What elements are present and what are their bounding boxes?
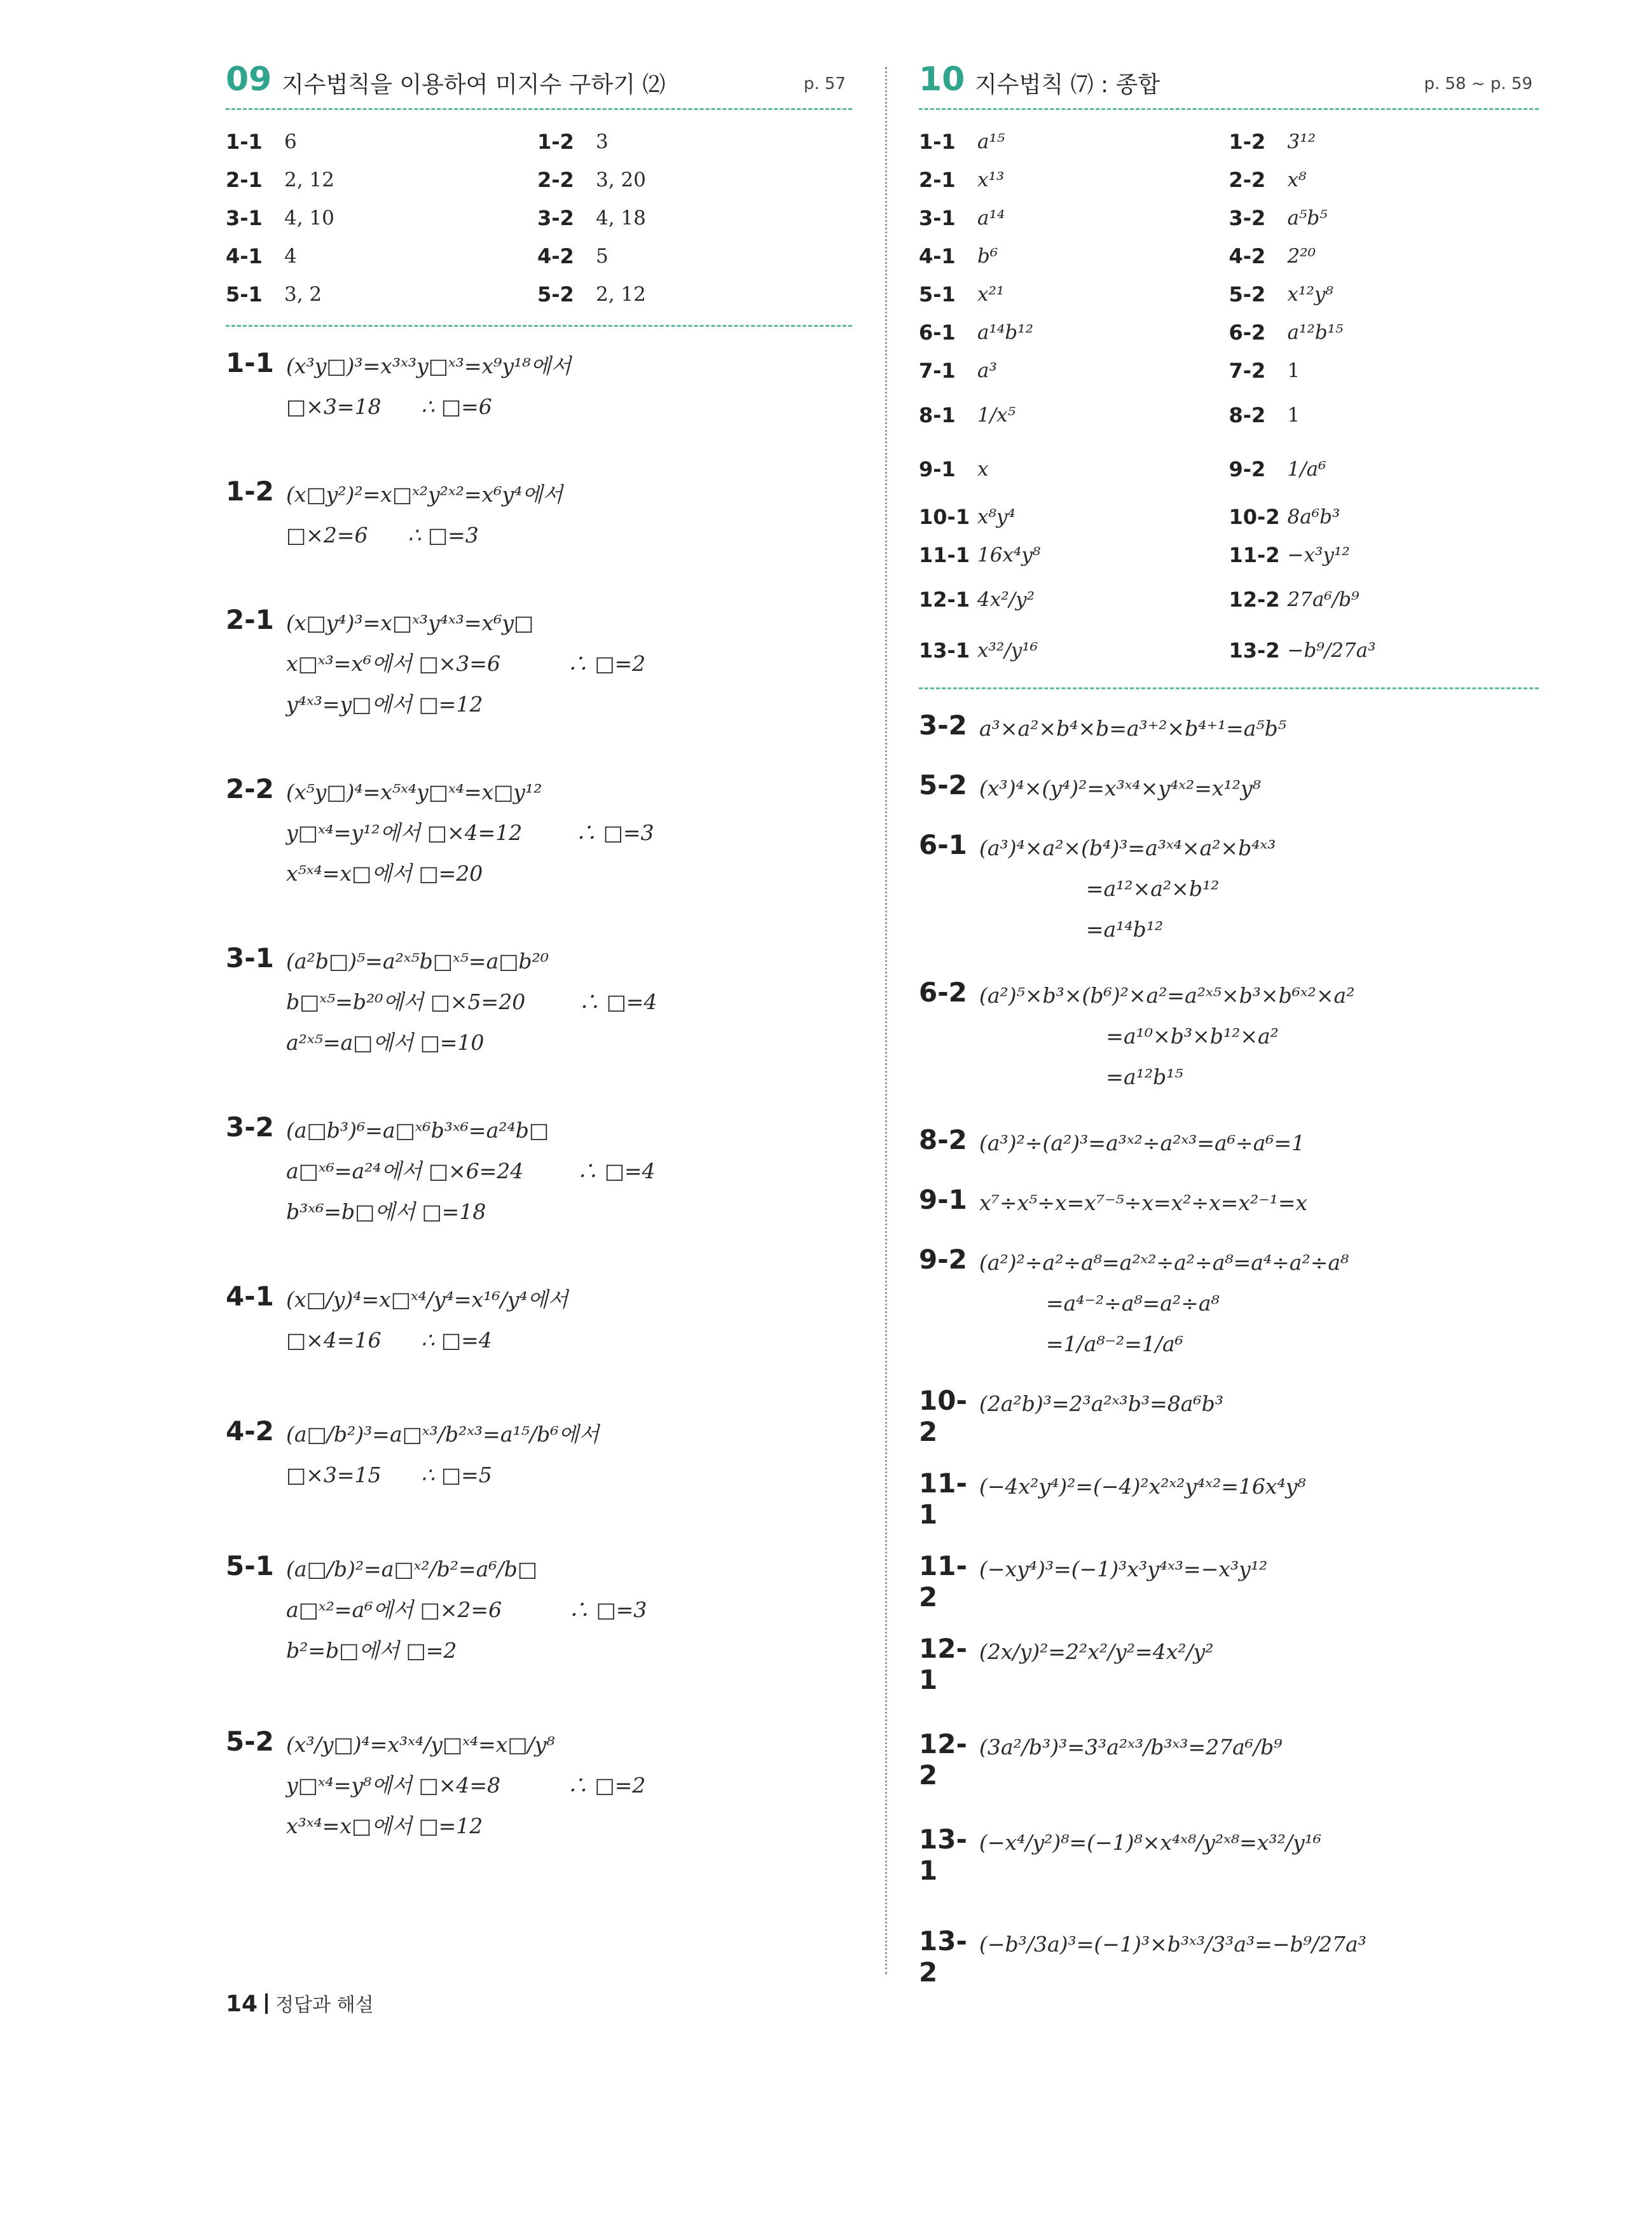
answer-grid (226, 110, 852, 325)
answer-value: −b⁹/27a³ (1287, 639, 1376, 662)
section-title: 지수법칙을 이용하여 미지수 구하기 ⑵ (282, 72, 666, 98)
answer-value: a¹⁴ (977, 207, 1005, 230)
answer-row (226, 161, 852, 199)
answer-item (1229, 543, 1539, 567)
answer-grid (919, 110, 1539, 687)
solution-steps (286, 1414, 852, 1496)
solution-line: □×3=18 ∴ □=6 (286, 394, 492, 419)
answer-row (919, 275, 1539, 313)
answer-value: x (977, 458, 989, 481)
solution-line: y□ˣ⁴=y¹²에서 □×4=12 ∴ □=3 (286, 820, 654, 845)
answer-label: 5-2 (537, 282, 574, 306)
answer-value: 6 (284, 130, 297, 153)
answer-label: 10-2 (1229, 505, 1280, 529)
solution-label: 9-1 (919, 1184, 967, 1215)
solution-block (919, 828, 1539, 950)
solution-label: 10-2 (919, 1385, 967, 1447)
answer-row (226, 237, 852, 275)
answer-value: 1 (1287, 359, 1300, 382)
answer-value: 5 (596, 245, 609, 268)
answer-row (919, 441, 1539, 498)
solution-line: (3a²/b³)³=3³a²ˣ³/b³ˣ³=27a⁶/b⁹ (979, 1735, 1283, 1759)
answer-row (919, 498, 1539, 536)
answer-item (1229, 638, 1539, 663)
section-header (226, 60, 852, 108)
solution-steps (286, 603, 852, 725)
solution-block (919, 1632, 1539, 1695)
solution-line: (a□b³)⁶=a□ˣ⁶b³ˣ⁶=a²⁴b□ (286, 1118, 549, 1143)
answer-value: x¹³ (977, 169, 1005, 191)
answer-item (1229, 168, 1539, 192)
solution-line: □×3=15 ∴ □=5 (286, 1463, 492, 1487)
answer-value: −x³y¹² (1287, 544, 1350, 567)
solution-block (919, 1384, 1539, 1447)
answer-label: 2-2 (537, 168, 574, 192)
answer-item (537, 244, 849, 268)
solution-block (919, 1549, 1539, 1613)
solution-block (919, 1183, 1539, 1223)
solution-line: (−4x²y⁴)²=(−4)²x²ˣ²y⁴ˣ²=16x⁴y⁸ (979, 1474, 1306, 1499)
solution-block (919, 1242, 1539, 1365)
answer-value: x⁸y⁴ (977, 506, 1015, 528)
solution-steps (979, 1924, 1539, 1988)
answer-label: 5-1 (226, 282, 263, 306)
section-header (919, 60, 1539, 108)
solution-steps (979, 975, 1539, 1098)
answer-label: 7-2 (1229, 359, 1266, 383)
solution-line: b²=b□에서 □=2 (286, 1638, 457, 1663)
answer-label: 13-1 (919, 638, 970, 663)
answer-label: 5-1 (919, 282, 956, 306)
solution-line: (a²)²÷a²÷a⁸=a²ˣ²÷a²÷a⁸=a⁴÷a²÷a⁸ (979, 1250, 1349, 1275)
section-10 (919, 60, 1539, 1988)
solution-steps (979, 1632, 1539, 1695)
footer-text: 정답과 해설 (275, 1994, 374, 2016)
solution-block (226, 1279, 852, 1361)
answer-value: 27a⁶/b⁹ (1287, 588, 1359, 611)
page-footer (226, 1989, 374, 2017)
answer-label: 6-2 (1229, 320, 1266, 345)
answer-label: 12-1 (919, 588, 970, 612)
answer-item (1229, 282, 1539, 306)
answer-value: x³²/y¹⁶ (977, 639, 1038, 662)
solution-block (226, 1724, 852, 1847)
solution-label: 1-2 (226, 476, 274, 507)
answer-value: 16x⁴y⁸ (977, 544, 1041, 567)
solution-line: =a¹⁴b¹² (979, 917, 1164, 942)
solution-line: =a¹²b¹⁵ (979, 1064, 1183, 1089)
solution-line: (2x/y)²=2²x²/y²=4x²/y² (979, 1639, 1214, 1664)
answer-label: 8-2 (1229, 403, 1266, 427)
solution-steps (286, 1110, 852, 1232)
answer-item (226, 282, 537, 306)
solution-line: (−xy⁴)³=(−1)³x³y⁴ˣ³=−x³y¹² (979, 1557, 1268, 1581)
page-reference: p. 57 (803, 74, 846, 93)
answer-item (1229, 359, 1539, 383)
answer-item (919, 168, 1229, 192)
solution-line: =a¹⁰×b³×b¹²×a² (979, 1024, 1279, 1049)
solution-steps (286, 941, 852, 1063)
answer-value: a¹⁵ (977, 130, 1005, 153)
solution-block (226, 1549, 852, 1671)
solution-steps (286, 474, 852, 556)
answer-item (1229, 320, 1539, 345)
answer-item (919, 638, 1229, 663)
solution-block (226, 772, 852, 894)
answer-item (226, 168, 537, 192)
solution-line: a³×a²×b⁴×b=a³⁺²×b⁴⁺¹=a⁵b⁵ (979, 716, 1286, 741)
answer-label: 3-2 (1229, 206, 1266, 230)
solution-line: □×2=6 ∴ □=3 (286, 523, 479, 547)
answer-value: b⁶ (977, 245, 998, 268)
answer-value: 2²⁰ (1287, 245, 1316, 268)
answer-item (226, 244, 537, 268)
answer-label: 1-2 (1229, 130, 1266, 154)
answer-item (919, 588, 1229, 612)
solution-label: 4-1 (226, 1281, 274, 1312)
answer-value: a¹²b¹⁵ (1287, 321, 1344, 344)
answer-label: 13-2 (1229, 638, 1280, 663)
answer-row (919, 161, 1539, 199)
solution-line: =a⁴⁻²÷a⁸=a²÷a⁸ (979, 1291, 1220, 1316)
answer-item (919, 505, 1229, 529)
answer-item (1229, 457, 1539, 481)
solution-steps (286, 1549, 852, 1671)
answer-item (1229, 206, 1539, 230)
solution-label: 11-2 (919, 1550, 967, 1613)
answer-item (226, 206, 537, 230)
solution-line: (x³y□)³=x³ˣ³y□ˣ³=x⁹y¹⁸에서 (286, 354, 572, 378)
answer-value: 1/x⁵ (977, 404, 1016, 427)
answer-value: a¹⁴b¹² (977, 321, 1034, 344)
page-number: 14 (226, 1991, 258, 2017)
solution-line: =a¹²×a²×b¹² (979, 876, 1220, 901)
answer-label: 9-2 (1229, 457, 1266, 481)
answer-value: a⁵b⁵ (1287, 207, 1328, 230)
solution-block (919, 1727, 1539, 1791)
answer-row (919, 313, 1539, 352)
solution-block (919, 1123, 1539, 1164)
answer-value: x²¹ (977, 283, 1005, 306)
footer-separator (265, 1993, 268, 2014)
solution-line: (x□y²)²=x□ˣ²y²ˣ²=x⁶y⁴에서 (286, 482, 563, 507)
answer-row (919, 625, 1539, 676)
answer-item (1229, 588, 1539, 612)
solution-steps (286, 772, 852, 894)
solution-line: x□ˣ³=x⁶에서 □×3=6 ∴ □=2 (286, 651, 646, 676)
answer-label: 6-1 (919, 320, 956, 345)
answer-value: x⁸ (1287, 169, 1307, 191)
answer-label: 4-2 (537, 244, 574, 268)
solution-block (919, 768, 1539, 809)
answer-label: 2-1 (919, 168, 956, 192)
solution-steps (979, 1384, 1539, 1447)
solution-line: b³ˣ⁶=b□에서 □=18 (286, 1199, 486, 1224)
solution-block (919, 708, 1539, 749)
answer-label: 2-2 (1229, 168, 1266, 192)
solution-label: 6-1 (919, 829, 967, 860)
answer-value: 3, 20 (596, 169, 646, 191)
solution-line: (x³/y□)⁴=x³ˣ⁴/y□ˣ⁴=x□/y⁸ (286, 1732, 555, 1757)
answer-item (919, 282, 1229, 306)
answer-label: 8-1 (919, 403, 956, 427)
answer-item (537, 282, 849, 306)
answer-label: 1-1 (226, 130, 263, 154)
solution-steps (979, 708, 1539, 749)
answer-label: 1-2 (537, 130, 574, 154)
answer-value: a³ (977, 359, 997, 382)
answer-item (537, 130, 849, 154)
solution-line: x³ˣ⁴=x□에서 □=12 (286, 1814, 483, 1838)
answer-value: 8a⁶b³ (1287, 506, 1340, 528)
solution-label: 13-1 (919, 1824, 967, 1886)
answer-item (919, 244, 1229, 268)
section-number: 09 (226, 60, 272, 99)
column-divider (885, 67, 887, 1974)
answer-item (919, 403, 1229, 427)
solution-line: (x□/y)⁴=x□ˣ⁴/y⁴=x¹⁶/y⁴에서 (286, 1287, 568, 1312)
solution-label: 13-2 (919, 1925, 967, 1988)
solution-label: 12-2 (919, 1728, 967, 1791)
solution-line: x⁵ˣ⁴=x□에서 □=20 (286, 861, 483, 886)
answer-label: 3-2 (537, 206, 574, 230)
answer-row (919, 536, 1539, 574)
solution-label: 5-2 (919, 769, 967, 801)
solution-steps (979, 1242, 1539, 1365)
solution-line: (x³)⁴×(y⁴)²=x³ˣ⁴×y⁴ˣ²=x¹²y⁸ (979, 776, 1261, 801)
solution-steps (979, 1727, 1539, 1791)
answer-value: 2, 12 (284, 169, 334, 191)
solution-label: 4-2 (226, 1415, 274, 1447)
answer-value: x¹²y⁸ (1287, 283, 1333, 306)
solution-line: (a²b□)⁵=a²ˣ⁵b□ˣ⁵=a□b²⁰ (286, 949, 549, 974)
solution-line: =1/a⁸⁻²=1/a⁶ (979, 1332, 1183, 1356)
answer-item (919, 130, 1229, 154)
solution-label: 12-1 (919, 1633, 967, 1695)
solution-line: (a²)⁵×b³×(b⁶)²×a²=a²ˣ⁵×b³×b⁶ˣ²×a² (979, 983, 1355, 1008)
solution-block (226, 1414, 852, 1496)
solution-steps (979, 1466, 1539, 1530)
answer-value: 4, 18 (596, 207, 646, 230)
solution-line: a□ˣ⁶=a²⁴에서 □×6=24 ∴ □=4 (286, 1159, 656, 1183)
answer-row (919, 199, 1539, 237)
answer-item (1229, 505, 1539, 529)
answer-item (1229, 403, 1539, 427)
answer-label: 4-1 (919, 244, 956, 268)
answer-item (226, 130, 537, 154)
answer-label: 9-1 (919, 457, 956, 481)
solution-steps (979, 1549, 1539, 1613)
solution-line: a□ˣ²=a⁶에서 □×2=6 ∴ □=3 (286, 1597, 647, 1622)
solution-line: y⁴ˣ³=y□에서 □=12 (286, 692, 483, 717)
answer-value: 3, 2 (284, 283, 322, 306)
solution-block (226, 603, 852, 725)
answer-label: 7-1 (919, 359, 956, 383)
solution-label: 3-1 (226, 942, 274, 974)
solution-block (226, 1110, 852, 1232)
solution-line: (−b³/3a)³=(−1)³×b³ˣ³/3³a³=−b⁹/27a³ (979, 1932, 1366, 1957)
solution-line: □×4=16 ∴ □=4 (286, 1328, 492, 1352)
solution-block (919, 1822, 1539, 1886)
answer-row (919, 574, 1539, 625)
answer-label: 1-1 (919, 130, 956, 154)
answer-label: 3-1 (226, 206, 263, 230)
answer-row (226, 275, 852, 313)
page-reference: p. 58 ~ p. 59 (1424, 74, 1532, 93)
solution-line: (a³)⁴×a²×(b⁴)³=a³ˣ⁴×a²×b⁴ˣ³ (979, 836, 1276, 860)
solution-label: 2-1 (226, 604, 274, 635)
solution-line: a²ˣ⁵=a□에서 □=10 (286, 1030, 485, 1055)
solution-steps (979, 1822, 1539, 1886)
solution-steps (979, 1183, 1539, 1223)
answer-label: 2-1 (226, 168, 263, 192)
solution-label: 1-1 (226, 347, 274, 378)
solution-line: (a□/b²)³=a□ˣ³/b²ˣ³=a¹⁵/b⁶에서 (286, 1422, 600, 1447)
answer-value: 3¹² (1287, 130, 1316, 153)
solution-line: b□ˣ⁵=b²⁰에서 □×5=20 ∴ □=4 (286, 989, 657, 1014)
answer-row (919, 352, 1539, 390)
solution-list (226, 327, 852, 1847)
solution-steps (286, 1279, 852, 1361)
solution-label: 2-2 (226, 773, 274, 804)
answer-label: 10-1 (919, 505, 970, 529)
answer-value: 4 (284, 245, 297, 268)
solution-steps (979, 828, 1539, 950)
answer-label: 4-2 (1229, 244, 1266, 268)
answer-value: 4, 10 (284, 207, 334, 230)
solution-steps (286, 1724, 852, 1847)
solution-steps (979, 768, 1539, 809)
solution-block (226, 474, 852, 556)
answer-value: 4x²/y² (977, 588, 1035, 611)
solution-label: 9-2 (919, 1244, 967, 1275)
answer-row (919, 237, 1539, 275)
solution-steps (286, 346, 852, 427)
answer-value: 1 (1287, 404, 1300, 427)
answer-value: 3 (596, 130, 609, 153)
section-number: 10 (919, 60, 965, 99)
solution-label: 11-1 (919, 1468, 967, 1530)
solution-label: 3-2 (919, 710, 967, 741)
answer-row (919, 390, 1539, 441)
solution-line: (2a²b)³=2³a²ˣ³b³=8a⁶b³ (979, 1391, 1223, 1416)
solution-block (226, 941, 852, 1063)
answer-value: 1/a⁶ (1287, 458, 1326, 481)
answer-label: 5-2 (1229, 282, 1266, 306)
solution-label: 5-2 (226, 1726, 274, 1757)
solution-list (919, 689, 1539, 1988)
solution-block (919, 1924, 1539, 1988)
solution-line: y□ˣ⁴=y⁸에서 □×4=8 ∴ □=2 (286, 1773, 646, 1798)
solution-line: (a³)²÷(a²)³=a³ˣ²÷a²ˣ³=a⁶÷a⁶=1 (979, 1131, 1305, 1155)
solution-label: 6-2 (919, 977, 967, 1008)
answer-row (226, 123, 852, 161)
answer-item (537, 168, 849, 192)
answer-label: 4-1 (226, 244, 263, 268)
solution-line: x⁷÷x⁵÷x=x⁷⁻⁵÷x=x²÷x=x²⁻¹=x (979, 1190, 1308, 1215)
solution-block (919, 1466, 1539, 1530)
answer-label: 11-1 (919, 543, 970, 567)
solution-label: 5-1 (226, 1550, 274, 1581)
answer-item (1229, 244, 1539, 268)
section-09 (226, 60, 852, 1847)
answer-label: 12-2 (1229, 588, 1280, 612)
solution-label: 3-2 (226, 1112, 274, 1143)
answer-row (226, 199, 852, 237)
solution-label: 8-2 (919, 1124, 967, 1155)
answer-row (919, 123, 1539, 161)
answer-item (919, 359, 1229, 383)
answer-item (919, 457, 1229, 481)
solution-steps (979, 1123, 1539, 1164)
solution-line: (−x⁴/y²)⁸=(−1)⁸×x⁴ˣ⁸/y²ˣ⁸=x³²/y¹⁶ (979, 1830, 1322, 1855)
solution-block (919, 975, 1539, 1098)
answer-item (537, 206, 849, 230)
answer-value: 2, 12 (596, 283, 646, 306)
solution-line: (a□/b)²=a□ˣ²/b²=a⁶/b□ (286, 1557, 537, 1581)
answer-item (919, 206, 1229, 230)
solution-block (226, 346, 852, 427)
answer-label: 3-1 (919, 206, 956, 230)
section-title: 지수법칙 ⑺ : 종합 (975, 72, 1160, 98)
solution-line: (x⁵y□)⁴=x⁵ˣ⁴y□ˣ⁴=x□y¹² (286, 780, 542, 804)
answer-item (919, 543, 1229, 567)
answer-item (1229, 130, 1539, 154)
answer-label: 11-2 (1229, 543, 1280, 567)
solution-line: (x□y⁴)³=x□ˣ³y⁴ˣ³=x⁶y□ (286, 610, 534, 635)
answer-item (919, 320, 1229, 345)
